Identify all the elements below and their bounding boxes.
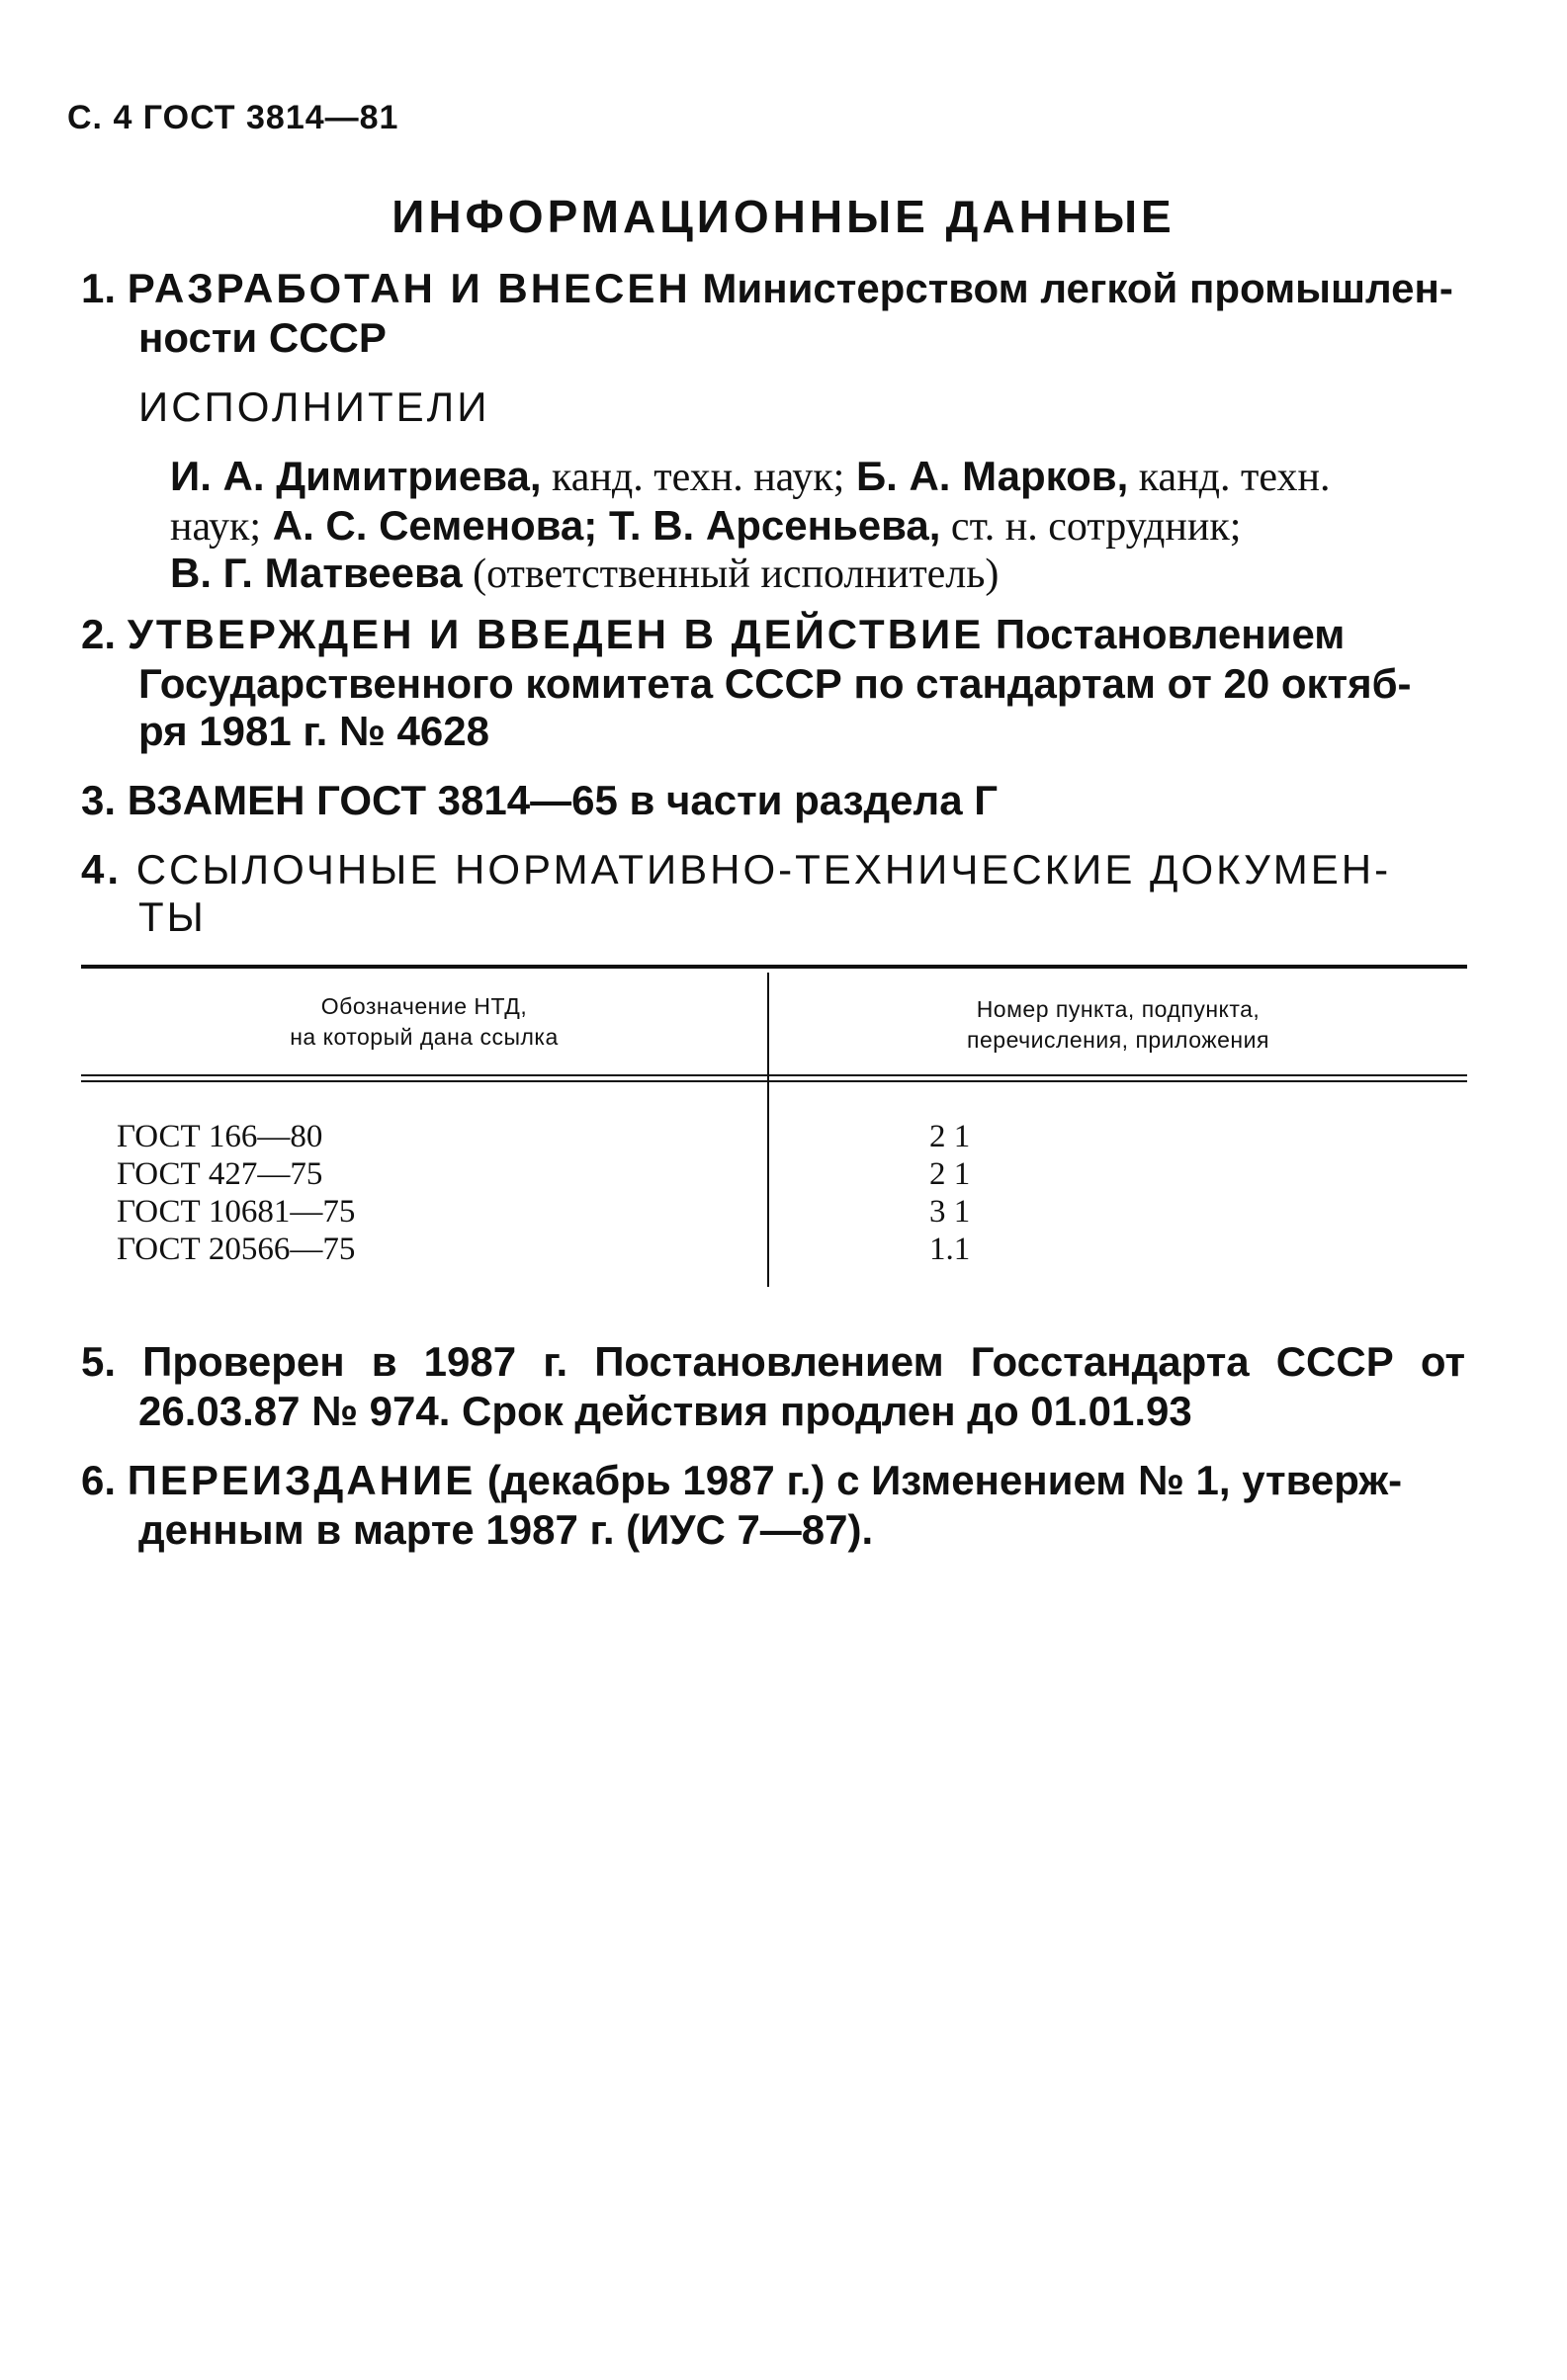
header-line: Номер пункта, подпункта, bbox=[976, 996, 1261, 1022]
item-1-line-2: ности СССР bbox=[138, 314, 387, 361]
table-ref-column bbox=[929, 1118, 981, 1268]
item-1-line-1 bbox=[81, 265, 1465, 312]
table-header-rule bbox=[81, 1074, 1467, 1076]
executors-line-1 bbox=[170, 453, 1465, 501]
table-header-rule bbox=[81, 1080, 1467, 1082]
header-line: на который дана ссылка bbox=[290, 1024, 559, 1050]
table-cell-ref: 3 1 bbox=[929, 1194, 971, 1230]
item-1-text: Министерством легкой промышлен- bbox=[702, 265, 1453, 311]
executor-title: ст. н. сотрудник; bbox=[940, 504, 1242, 550]
item-5-line-1 bbox=[81, 1338, 1465, 1386]
item-4-line-2: ТЫ bbox=[138, 893, 207, 940]
table-cell-ref: 2 1 bbox=[929, 1119, 971, 1154]
executor-title: наук; bbox=[170, 504, 262, 550]
executors-heading: ИСПОЛНИТЕЛИ bbox=[138, 383, 490, 430]
executor-name: Б. А. Марков, bbox=[844, 453, 1129, 499]
item-2-line-3: ря 1981 г. № 4628 bbox=[138, 708, 489, 754]
item-5-text: Проверен в 1987 г. Постановлением Госстандарта СССР от bbox=[142, 1338, 1466, 1385]
item-6-line-2: денным в марте 1987 г. (ИУС 7—87). bbox=[138, 1506, 874, 1553]
item-4-number: 4. bbox=[81, 846, 123, 892]
executor-name: И. А. Димитриева, bbox=[170, 453, 542, 499]
table-cell-doc: ГОСТ 10681—75 bbox=[117, 1194, 356, 1230]
executors-line-3 bbox=[170, 550, 999, 598]
item-2-heading: УТВЕРЖДЕН И ВВЕДЕН В ДЕЙСТВИЕ bbox=[127, 611, 985, 657]
executor-name: В. Г. Матвеева bbox=[170, 550, 463, 596]
header-line: перечисления, приложения bbox=[967, 1027, 1269, 1053]
table-cell-doc: ГОСТ 166—80 bbox=[117, 1119, 323, 1154]
page-header: С. 4 ГОСТ 3814—81 bbox=[67, 99, 399, 136]
table-top-rule bbox=[81, 965, 1467, 969]
item-5-line-2: 26.03.87 № 974. Срок действия продлен до 01.01.93 bbox=[138, 1388, 1192, 1434]
item-6-number: 6. bbox=[81, 1457, 117, 1503]
table-cell-doc: ГОСТ 20566—75 bbox=[117, 1232, 356, 1267]
item-6-line-1 bbox=[81, 1457, 1402, 1504]
item-6-heading: ПЕРЕИЗДАНИЕ bbox=[127, 1457, 477, 1503]
item-1-number: 1. bbox=[81, 265, 117, 311]
item-3-line bbox=[81, 777, 998, 824]
executor-name: А. С. Семенова; bbox=[261, 502, 598, 549]
table-doc-column bbox=[117, 1118, 355, 1268]
executor-title: канд. техн. bbox=[1128, 455, 1331, 500]
item-2-line-2: Государственного комитета СССР по стандартам от 20 октяб- bbox=[138, 660, 1412, 707]
table-cell-doc: ГОСТ 427—75 bbox=[117, 1156, 323, 1192]
executor-name: Т. В. Арсеньева, bbox=[597, 502, 941, 549]
executor-title: (ответственный исполнитель) bbox=[462, 552, 1000, 597]
page-title: ИНФОРМАЦИОННЫЕ ДАННЫЕ bbox=[392, 191, 1175, 242]
executors-line-2 bbox=[170, 502, 1241, 551]
item-4-heading: ССЫЛОЧНЫЕ НОРМАТИВНО-ТЕХНИЧЕСКИЕ ДОКУМЕН- bbox=[135, 846, 1392, 892]
item-2-number: 2. bbox=[81, 611, 117, 657]
header-line: Обозначение НТД, bbox=[320, 993, 528, 1019]
item-2-text: Постановлением bbox=[995, 611, 1346, 657]
item-3-text: ВЗАМЕН ГОСТ 3814—65 в части раздела Г bbox=[127, 777, 999, 823]
item-6-text: (декабрь 1987 г.) с Изменением № 1, утверж- bbox=[476, 1457, 1403, 1503]
table-header-col-2 bbox=[769, 994, 1467, 1056]
item-3-number: 3. bbox=[81, 777, 117, 823]
item-4-line-1 bbox=[81, 846, 1391, 893]
table-cell-ref: 1.1 bbox=[929, 1232, 971, 1267]
table-cell-ref: 2 1 bbox=[929, 1156, 971, 1192]
table-header-col-1 bbox=[81, 991, 767, 1053]
item-2-line-1 bbox=[81, 611, 1345, 658]
item-1-heading: РАЗРАБОТАН И ВНЕСЕН bbox=[127, 265, 691, 311]
executor-title: канд. техн. наук; bbox=[541, 455, 845, 500]
item-5-number: 5. bbox=[81, 1338, 117, 1385]
